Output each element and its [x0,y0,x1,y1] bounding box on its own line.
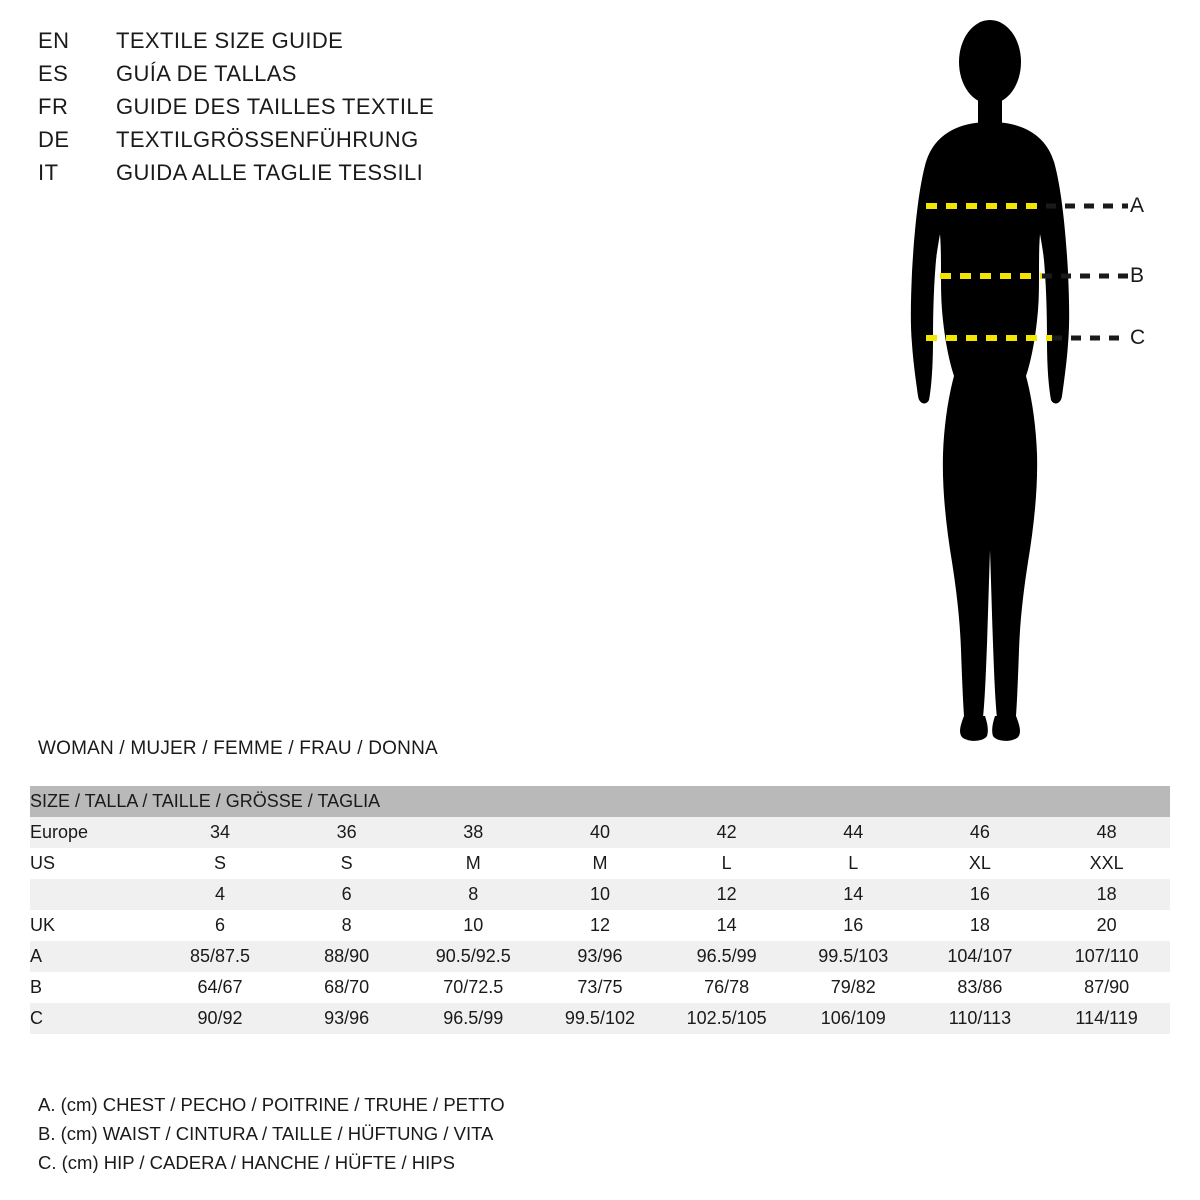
table-cell: 14 [790,879,917,910]
table-cell: 46 [917,817,1044,848]
table-cell: 96.5/99 [410,1003,537,1034]
table-cell: S [157,848,284,879]
table-cell: 42 [663,817,790,848]
table-cell: 99.5/102 [537,1003,664,1034]
row-label: UK [30,910,157,941]
table-cell: XXL [1043,848,1170,879]
title-row-de [38,127,658,160]
section-caption: WOMAN / MUJER / FEMME / FRAU / DONNA [38,738,438,759]
marker-label-b: B [1130,264,1145,287]
table-cell: 79/82 [790,972,917,1003]
table-cell: L [663,848,790,879]
table-cell: 93/96 [537,941,664,972]
table-cell: 68/70 [283,972,410,1003]
row-label [30,879,157,910]
title-text-en: TEXTILE SIZE GUIDE [116,28,344,53]
table-cell: 85/87.5 [157,941,284,972]
title-row-it [38,160,658,193]
table-row [30,848,1170,879]
table-cell: 44 [790,817,917,848]
table-cell: 102.5/105 [663,1003,790,1034]
table-cell: 90.5/92.5 [410,941,537,972]
table-cell: 90/92 [157,1003,284,1034]
table-cell: 87/90 [1043,972,1170,1003]
title-row-en [38,28,658,61]
table-cell: 38 [410,817,537,848]
footnote-hip: C. (cm) HIP / CADERA / HANCHE / HÜFTE / HIPS [38,1152,455,1173]
size-table [30,786,1170,1034]
measurement-figure [830,10,1190,750]
table-cell: 12 [663,879,790,910]
marker-label-c: C [1130,326,1146,349]
title-text-de: TEXTILGRÖSSENFÜHRUNG [116,127,419,152]
table-row [30,879,1170,910]
row-label: Europe [30,817,157,848]
language-code-it: IT [38,160,59,185]
footnote-waist: B. (cm) WAIST / CINTURA / TAILLE / HÜFTUNG / VITA [38,1123,494,1144]
table-cell: 6 [283,879,410,910]
table-cell: 34 [157,817,284,848]
table-cell: 73/75 [537,972,664,1003]
language-code-de: DE [38,127,70,152]
table-cell: 18 [1043,879,1170,910]
table-cell: 12 [537,910,664,941]
table-cell: 70/72.5 [410,972,537,1003]
table-cell: 10 [410,910,537,941]
table-cell: 36 [283,817,410,848]
language-code-en: EN [38,28,70,53]
table-cell: 16 [917,879,1044,910]
table-cell: 106/109 [790,1003,917,1034]
table-cell: 114/119 [1043,1003,1170,1034]
table-cell: S [283,848,410,879]
title-text-fr: GUIDE DES TAILLES TEXTILE [116,94,435,119]
table-cell: 18 [917,910,1044,941]
footnote-chest: A. (cm) CHEST / PECHO / POITRINE / TRUHE / PETTO [38,1094,505,1115]
table-cell: 96.5/99 [663,941,790,972]
table-cell: M [410,848,537,879]
table-cell: 88/90 [283,941,410,972]
table-cell: 40 [537,817,664,848]
table-row [30,817,1170,848]
title-row-fr [38,94,658,127]
row-label: B [30,972,157,1003]
table-cell: 14 [663,910,790,941]
table-row [30,941,1170,972]
table-cell: 8 [410,879,537,910]
title-row-es [38,61,658,94]
table-cell: XL [917,848,1044,879]
table-cell: 8 [283,910,410,941]
language-code-es: ES [38,61,69,86]
table-cell: L [790,848,917,879]
table-cell: 20 [1043,910,1170,941]
woman-silhouette-icon [830,10,1190,750]
language-code-fr: FR [38,94,69,119]
table-cell: 48 [1043,817,1170,848]
size-table-wrap [30,786,1170,1034]
table-cell: 107/110 [1043,941,1170,972]
table-cell: 110/113 [917,1003,1044,1034]
title-text-it: GUIDA ALLE TAGLIE TESSILI [116,160,424,185]
title-text-es: GUÍA DE TALLAS [116,61,297,86]
footnotes [38,1090,505,1177]
table-cell: 64/67 [157,972,284,1003]
table-cell: 4 [157,879,284,910]
table-cell: 76/78 [663,972,790,1003]
table-header-row [30,786,1170,817]
title-block [38,28,658,193]
row-label: US [30,848,157,879]
row-label: C [30,1003,157,1034]
table-cell: M [537,848,664,879]
table-cell: 16 [790,910,917,941]
table-cell: 99.5/103 [790,941,917,972]
table-row [30,1003,1170,1034]
table-header-label: SIZE / TALLA / TAILLE / GRÖSSE / TAGLIA [30,786,1170,817]
table-cell: 83/86 [917,972,1044,1003]
table-row [30,910,1170,941]
table-cell: 6 [157,910,284,941]
row-label: A [30,941,157,972]
table-cell: 10 [537,879,664,910]
table-cell: 93/96 [283,1003,410,1034]
marker-label-a: A [1130,194,1145,217]
table-row [30,972,1170,1003]
table-cell: 104/107 [917,941,1044,972]
